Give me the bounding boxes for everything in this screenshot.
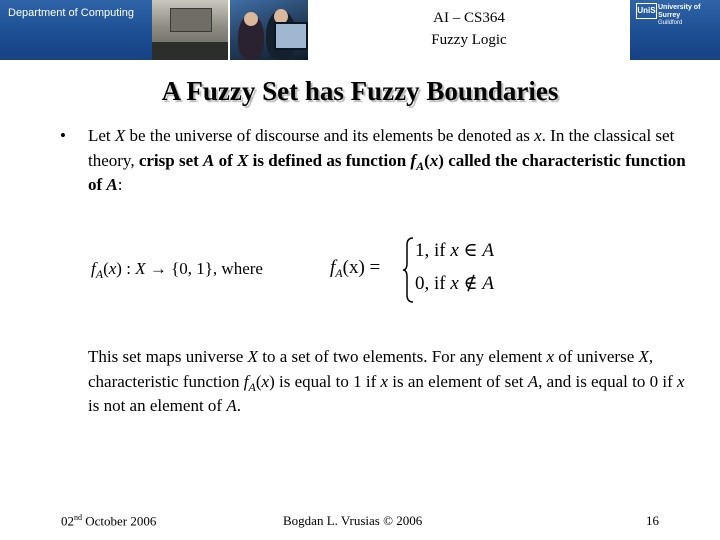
university-location: Guildford <box>658 20 683 26</box>
formula-lhs: $f_A(x)$ = <box>330 257 381 280</box>
piecewise-formula <box>330 235 510 307</box>
left-brace-icon <box>402 237 414 303</box>
formula-case-zero: 0, if x ∉ A <box>415 273 494 294</box>
students-photo <box>230 0 308 60</box>
unis-logo: UniS <box>636 3 657 19</box>
characteristic-function-definition: $f_A(x)$ : X → {0, 1}, where <box>91 259 263 281</box>
department-panel <box>0 0 152 60</box>
lab-desk <box>152 42 228 60</box>
footer-author: Bogdan L. Vrusias © 2006 <box>283 513 423 528</box>
header-banner <box>0 0 720 60</box>
paragraph-set-mapping: This set maps universe X to a set of two elements. For any element x of universe X, characteristic function $f_A(x)$ is equal to 1 if x is an element of set A, and is equal to 0 if x is not an element of A. <box>88 347 685 415</box>
university-name: University of Surrey <box>658 4 701 19</box>
course-topic: Fuzzy Logic <box>431 32 507 48</box>
course-box <box>308 0 630 60</box>
arrow-icon: → <box>149 259 167 278</box>
page-number: 16 <box>646 513 659 528</box>
student-face <box>244 12 258 26</box>
lab-screen <box>170 8 212 32</box>
computer-lab-photo <box>152 0 228 60</box>
university-panel <box>630 0 720 60</box>
monitor <box>274 22 308 50</box>
slide-title: A Fuzzy Set has Fuzzy Boundaries <box>161 76 559 106</box>
bullet-icon: • <box>60 126 66 145</box>
formula-case-one: 1, if x ∈ A <box>415 240 494 261</box>
paragraph-crisp-set: Let X be the universe of discourse and its elements be denoted as x. In the classical set theory, crisp set A of X is defined as function $f_A(x)$ called the characteristic function of A: <box>88 126 686 194</box>
header-photos <box>152 0 308 60</box>
department-label: Department of Computing <box>8 7 134 19</box>
course-code: AI – CS364 <box>433 10 505 26</box>
footer-date: 02nd October 2006 <box>61 513 157 529</box>
